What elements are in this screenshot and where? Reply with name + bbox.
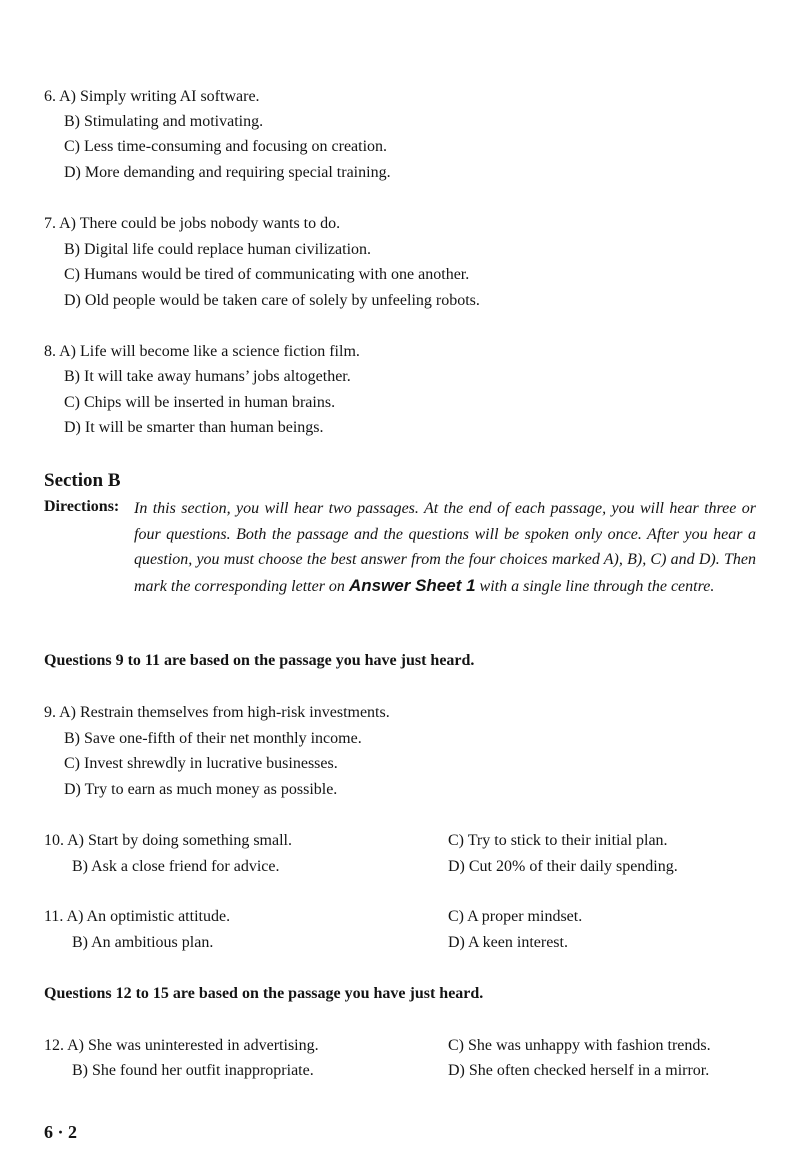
q7-option-b: B) Digital life could replace human civilization. [64,241,372,258]
q6-option-a: 6. A) Simply writing AI software. [44,88,260,105]
q12-option-c: C) She was unhappy with fashion trends. [448,1037,711,1054]
answer-sheet-label: Answer Sheet 1 [348,575,476,595]
section-title: Section B [44,470,121,491]
q10-option-c: C) Try to stick to their initial plan. [448,832,668,849]
q11-option-c: C) A proper mindset. [448,908,583,925]
q9-option-c: C) Invest shrewdly in lucrative businesses. [64,755,338,772]
passage-heading-2: Questions 12 to 15 are based on the passage you have just heard. [44,985,484,1002]
q9-option-d: D) Try to earn as much money as possible. [64,781,338,798]
q11-option-b: B) An ambitious plan. [72,934,214,951]
q6-option-d: D) More demanding and requiring special training. [64,164,391,181]
q6-option-b: B) Stimulating and motivating. [64,113,264,130]
q7-option-a: 7. A) There could be jobs nobody wants to do. [44,215,341,232]
q7-option-c: C) Humans would be tired of communicating with one another. [64,266,470,283]
directions-text [134,496,756,599]
q10-option-d: D) Cut 20% of their daily spending. [448,858,678,875]
q10-option-b: B) Ask a close friend for advice. [72,858,280,875]
q9-option-b: B) Save one-fifth of their net monthly income. [64,730,362,747]
q12-option-d: D) She often checked herself in a mirror. [448,1062,710,1079]
q7-option-d: D) Old people would be taken care of solely by unfeeling robots. [64,292,480,309]
directions-part1: In this section, you will hear two passages. At the end of each passage, you will hear three or four questions. Both the passage and the questions will be spoken only once. After you hear a question, you must choose the best answer from the four choices marked A), B), C) and D). Then mark the corresponding letter on [134,500,756,595]
directions-part2: with a single line through the centre. [475,577,715,595]
q9-option-a: 9. A) Restrain themselves from high-risk investments. [44,704,390,721]
q8-option-b: B) It will take away humans’ jobs altogether. [64,368,351,385]
q8-option-c: C) Chips will be inserted in human brains. [64,394,336,411]
q11-option-d: D) A keen interest. [448,934,568,951]
directions-label: Directions: [44,498,120,515]
page-number: 6 · 2 [44,1122,78,1142]
passage-heading-1: Questions 9 to 11 are based on the passage you have just heard. [44,652,475,669]
q8-option-a: 8. A) Life will become like a science fiction film. [44,343,360,360]
q11-option-a: 11. A) An optimistic attitude. [44,908,231,925]
q8-option-d: D) It will be smarter than human beings. [64,419,324,436]
q12-option-a: 12. A) She was uninterested in advertising. [44,1037,319,1054]
q10-option-a: 10. A) Start by doing something small. [44,832,292,849]
q12-option-b: B) She found her outfit inappropriate. [72,1062,314,1079]
q6-option-c: C) Less time-consuming and focusing on creation. [64,138,388,155]
